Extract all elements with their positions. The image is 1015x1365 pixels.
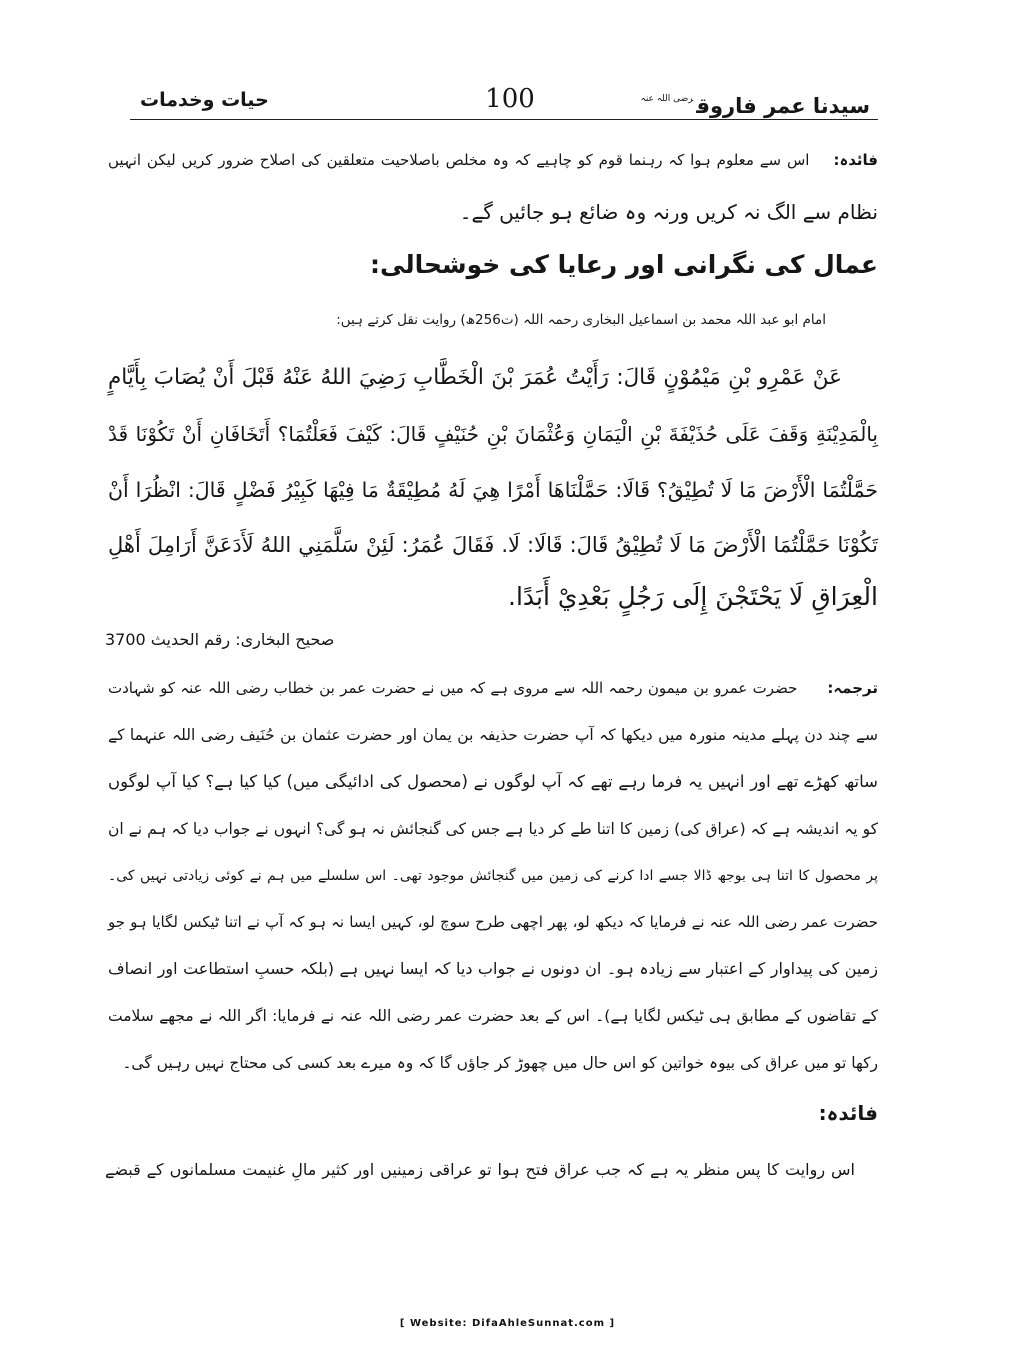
honorific-ligature: رضی اللہ عنہ (640, 94, 694, 104)
hadith-arabic-line-2: بِالْمَدِيْنَةِ وَقَفَ عَلَى حُذَيْفَةَ بْنِ الْيَمَانِ وَعُثْمَانَ بْنِ حُنَيْفٍ قَالَ: كَيْفَ فَعَلْتُمَا؟ أَتَخَافَانِ أَنْ تَكُوْنَا قَدْ (108, 422, 878, 446)
book-title: سیدنا عمر فاروق (696, 94, 870, 118)
translation-line-6: حضرت عمر رضی اللہ عنہ نے فرمایا کہ دیکھ لو، پھر اچھی طرح سوچ لو، کہیں ایسا نہ ہو کہ آپ نے اتنا ٹیکس لگایا ہو جو (108, 913, 878, 931)
translation-line-3: ساتھ کھڑے تھے اور انہیں یہ فرما رہے تھے کہ آپ لوگوں نے (محصول کی ادائیگی میں) کیا کیا ہے؟ کیا آپ لوگوں (108, 772, 878, 791)
translation-line-4: کو یہ اندیشہ ہے کہ (عراق کی) زمین کا اتنا طے کر دیا ہے جس کی گنجائش نہ ہو گی؟ انہوں نے جواب دیا کہ ہم نے ان (108, 820, 878, 838)
note-1-line-2: نظام سے الگ نہ کریں ورنہ وہ ضائع ہو جائیں گے۔ (459, 200, 878, 224)
translation-label: ترجمہ: (827, 679, 878, 697)
translation-line-8: کے تقاضوں کے مطابق ہی ٹیکس لگایا ہے)۔ اس کے بعد حضرت عمر رضی اللہ عنہ نے فرمایا: اگر اللہ نے مجھے سلامت (108, 1007, 878, 1025)
note-1-text: اس سے معلوم ہوا کہ رہنما قوم کو چاہیے کہ وہ مخلص باصلاحیت متعلقین کی اصلاح ضرور کریں لیکن انہیں (108, 151, 810, 169)
translation-text: حضرت عمرو بن میمون رحمہ اللہ سے مروی ہے کہ میں نے حضرت عمر بن خطاب رضی اللہ عنہ کو شہادت (108, 679, 798, 697)
section-heading: عمال کی نگرانی اور رعایا کی خوشحالی: (369, 250, 878, 279)
note-1-label: فائدہ: (833, 151, 878, 169)
note-1-line-1 (108, 138, 878, 182)
hadith-intro: امام ابو عبد اللہ محمد بن اسماعیل البخاری رحمہ اللہ (ت256ھ) روایت نقل کرتے ہیں: (336, 312, 826, 328)
website-footer: [ Website: DifaAhleSunnat.com ] (399, 1318, 616, 1329)
translation-line-9: رکھا تو میں عراق کی بیوہ خواتین کو اس حال میں چھوڑ کر جاؤں گا کہ وہ میرے بعد کسی کی محتاج نہیں رہیں گی۔ (122, 1054, 878, 1072)
translation-line-5: پر محصول کا اتنا ہی بوجھ ڈالا جسے ادا کرنے کی زمین میں گنجائش موجود تھی۔ اس سلسلے میں ہم نے کوئی زیادتی نہیں کی۔ (108, 868, 878, 884)
header-rule (130, 119, 878, 120)
hadith-arabic-line-5: الْعِرَاقِ لَا يَحْتَجْنَ إِلَى رَجُلٍ بَعْدِيْ أَبَدًا. (508, 582, 878, 611)
translation-line-7: زمین کی پیداوار کے اعتبار سے زیادہ ہو۔ ان دونوں نے جواب دیا کہ ایسا نہیں ہے (بلکہ حسبِ استطاعت اور انصاف (108, 959, 878, 978)
translation-line-1 (108, 666, 878, 710)
hadith-arabic-line-1: عَنْ عَمْرِو بْنِ مَيْمُوْنٍ قَالَ: رَأَيْتُ عُمَرَ بْنَ الْخَطَّابِ رَضِيَ اللهُ عَنْهُ قَبْلَ أَنْ يُصَابَ بِأَيَّامٍ (108, 365, 842, 390)
note-2-line-1: اس روایت کا پس منظر یہ ہے کہ جب عراق فتح ہوا تو عراقی زمینیں اور کثیر مالِ غنیمت مسلمانوں کے قبضے (105, 1160, 855, 1179)
hadith-arabic-line-4: تَكُوْنَا حَمَّلْتُمَا الْأَرْضَ مَا لَا تُطِيْقُ قَالَ: قَالَا: لَا. فَقَالَ عُمَرُ: لَئِنْ سَلَّمَنِي اللهُ لَأَدَعَنَّ أَرَامِلَ أَهْلِ (108, 533, 878, 557)
running-header-section-title: حیات وخدمات (140, 89, 269, 111)
note-2-label: فائدہ: (818, 1101, 878, 1125)
translation-line-2: سے چند دن پہلے مدینہ منورہ میں دیکھا کہ آپ حضرت حذیفہ بن یمان اور حضرت عثمان بن حُنَیف رضی اللہ عنہما کے (108, 726, 878, 744)
hadith-arabic-line-3: حَمَّلْتُمَا الْأَرْضَ مَا لَا تُطِيْقُ؟ قَالَا: حَمَّلْنَاهَا أَمْرًا هِيَ لَهُ مُطِيْقَةٌ مَا فِيْهَا كَبِيْرُ فَضْلٍ قَالَ: انْظُرَا أَنْ (108, 478, 878, 502)
hadith-reference: صحیح البخاری: رقم الحدیث 3700 (105, 630, 335, 649)
page-number: 100 (485, 84, 535, 114)
